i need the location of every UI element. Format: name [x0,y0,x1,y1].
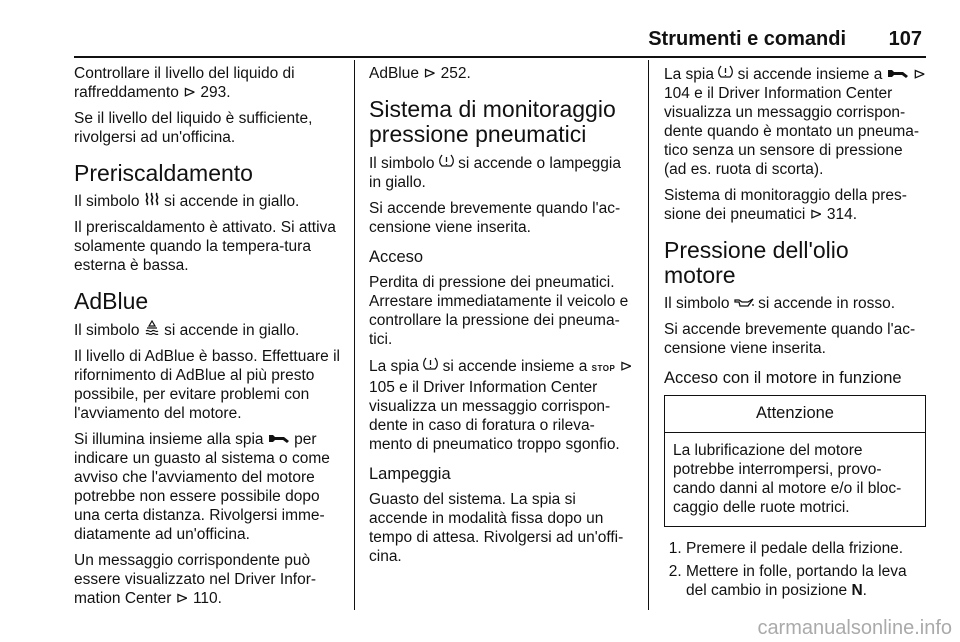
paragraph: Il preriscaldamento è attivato. Si attiva solamente quando la tempera-tura esterna è bassa. [74,219,336,274]
page-header [74,28,926,54]
heading-adblue: AdBlue [74,288,149,314]
column-divider-2 [648,60,649,610]
glow-plug-icon [144,192,160,211]
section-title: Strumenti e comandi [648,28,846,50]
paragraph: Il simbolo si accende in giallo. [74,193,300,210]
column-1 [74,64,342,615]
adblue-icon [144,320,160,340]
heading-oil-pressure: Pressione dell'olio motore [664,237,849,288]
paragraph: Controllare il livello del liquido di raffreddamento ⊳ 293. [74,65,295,101]
paragraph: Il simbolo si accende o lampeggia in giallo. [369,155,621,191]
paragraph: Si illumina insieme alla spia per indicare un guasto al sistema o come avviso che l'avviamento del motore potrebbe non essere possibile dopo una certa distanza. Rivolgersi imme-diatamente ad un'officina. [74,431,330,543]
paragraph: Il simbolo si accende in rosso. [664,295,896,312]
heading-lampeggia: Lampeggia [369,465,451,483]
column-3 [664,64,926,604]
paragraph: Si accende brevemente quando l'ac-censione viene inserita. [664,321,916,357]
heading-preriscaldamento: Preriscaldamento [74,160,253,186]
paragraph: La spia si accende insieme a STOP ⊳ 105 e il Driver Information Center visualizza un messaggio corrispon-dente in caso di foratura o rileva-mento di pneumatico troppo sgonfio. [369,358,633,453]
column-2 [369,64,635,573]
paragraph: Se il livello del liquido è sufficiente, rivolgersi ad un'officina. [74,110,313,146]
heading-tpms: Sistema di monitoraggio pressione pneumatici [369,96,616,147]
oil-can-icon [734,294,754,313]
column-divider-1 [354,60,355,610]
paragraph: AdBlue ⊳ 252. [369,65,471,82]
paragraph: Sistema di monitoraggio della pres-sione dei pneumatici ⊳ 314. [664,187,907,223]
warning-box [664,395,926,527]
tire-pressure-icon [423,356,438,376]
list-item: 1. Premere il pedale della frizione. [686,539,926,558]
tire-pressure-icon [439,153,454,173]
steps-list [664,539,926,600]
paragraph: Il livello di AdBlue è basso. Effettuare il rifornimento di AdBlue al più presto possibile, per evitare problemi con l'avviamento del motore. [74,348,340,422]
list-item: 2. Mettere in folle, portando la leva del cambio in posizione N. [686,562,926,600]
wrench-icon [268,430,290,449]
paragraph: Si accende brevemente quando l'ac-censione viene inserita. [369,200,621,236]
warning-body: La lubrificazione del motore potrebbe interrompersi, provo-cando danni al motore e/o il bloc-caggio delle ruote motrici. [673,442,902,516]
watermark: carmanualsonline.info [757,617,952,639]
heading-acceso: Acceso [369,248,424,266]
paragraph: Guasto del sistema. La spia si accende in modalità fissa dopo un tempo di attesa. Rivolgersi ad un'offi-cina. [369,491,624,565]
tire-pressure-icon [718,64,733,84]
heading-engine-running: Acceso con il motore in funzione [664,369,902,387]
page-number: 107 [888,28,922,50]
wrench-icon [887,65,909,84]
paragraph: La spia si accende insieme a ⊳ 104 e il Driver Information Center visualizza un messaggio corrispon-dente quando è montato un pneuma-tico senza un sensore di pressione (ad es. ruota di scorta). [664,66,926,178]
paragraph: Un messaggio corrispondente può essere visualizzato nel Driver Infor-mation Center ⊳ 110. [74,552,317,607]
warning-title: Attenzione [665,396,925,433]
stop-icon: STOP [591,364,616,373]
paragraph: Il simbolo si accende in giallo. [74,322,300,339]
header-rule [74,56,926,58]
paragraph: Perdita di pressione dei pneumatici. Arrestare immediatamente il veicolo e controllare la pressione dei pneuma-tici. [369,274,629,348]
